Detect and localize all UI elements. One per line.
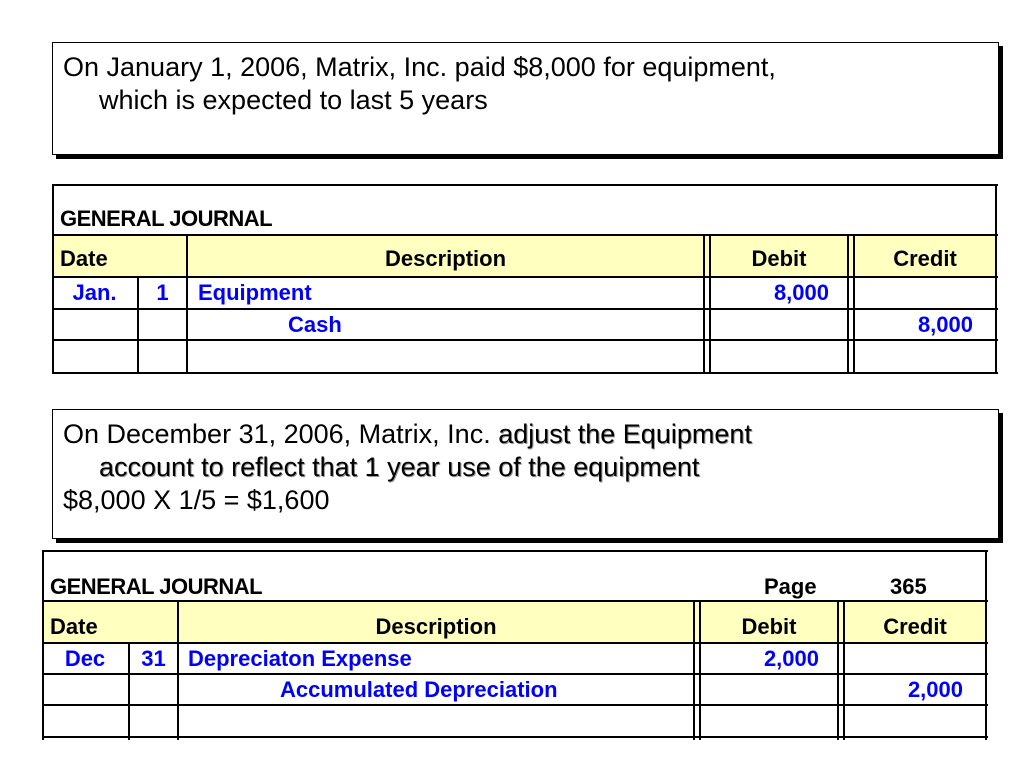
header-description: Description <box>375 614 497 639</box>
entry-debit: 2,000 <box>763 646 819 671</box>
problem-statement <box>63 51 988 117</box>
adjustment-line-1-plain: On December 31, 2006, Matrix, Inc. <box>63 419 499 449</box>
header-credit: Credit <box>883 614 947 639</box>
journal-title: GENERAL JOURNAL <box>50 574 263 599</box>
entry-month: Jan. <box>72 280 117 305</box>
adjustment-statement <box>63 418 988 517</box>
problem-line-2: which is expected to last 5 years <box>99 85 488 115</box>
problem-line-1: On January 1, 2006, Matrix, Inc. paid $8,000 for equipment, <box>63 52 776 82</box>
page-number: 365 <box>890 574 927 599</box>
entry-description: Accumulated Depreciation <box>280 677 558 702</box>
entry-credit: 8,000 <box>917 312 973 337</box>
entry-month: Dec <box>64 646 106 671</box>
adjustment-calculation: $8,000 X 1/5 = $1,600 <box>63 485 330 515</box>
entry-description: Cash <box>288 312 342 337</box>
header-date: Date <box>60 246 108 271</box>
adjustment-line-2: account to reflect that 1 year use of the equipment <box>99 452 700 482</box>
adjustment-statement-box <box>52 409 999 539</box>
general-journal-january <box>52 184 998 376</box>
header-debit: Debit <box>741 614 797 639</box>
journal-title: GENERAL JOURNAL <box>60 206 273 231</box>
entry-description: Depreciaton Expense <box>188 646 412 671</box>
header-date: Date <box>50 614 98 639</box>
header-description: Description <box>384 246 507 271</box>
page-label: Page <box>764 574 817 599</box>
entry-debit: 8,000 <box>773 280 829 305</box>
entry-credit: 2,000 <box>907 677 963 702</box>
adjustment-line-1 <box>63 418 988 451</box>
general-journal-december <box>42 550 988 740</box>
entry-day: 1 <box>156 280 169 305</box>
header-credit: Credit <box>893 246 957 271</box>
entry-day: 31 <box>141 646 166 671</box>
entry-description: Equipment <box>198 280 312 305</box>
adjustment-line-1-emphasis: adjust the Equipment <box>498 419 752 449</box>
header-debit: Debit <box>751 246 807 271</box>
problem-statement-box <box>52 42 999 155</box>
